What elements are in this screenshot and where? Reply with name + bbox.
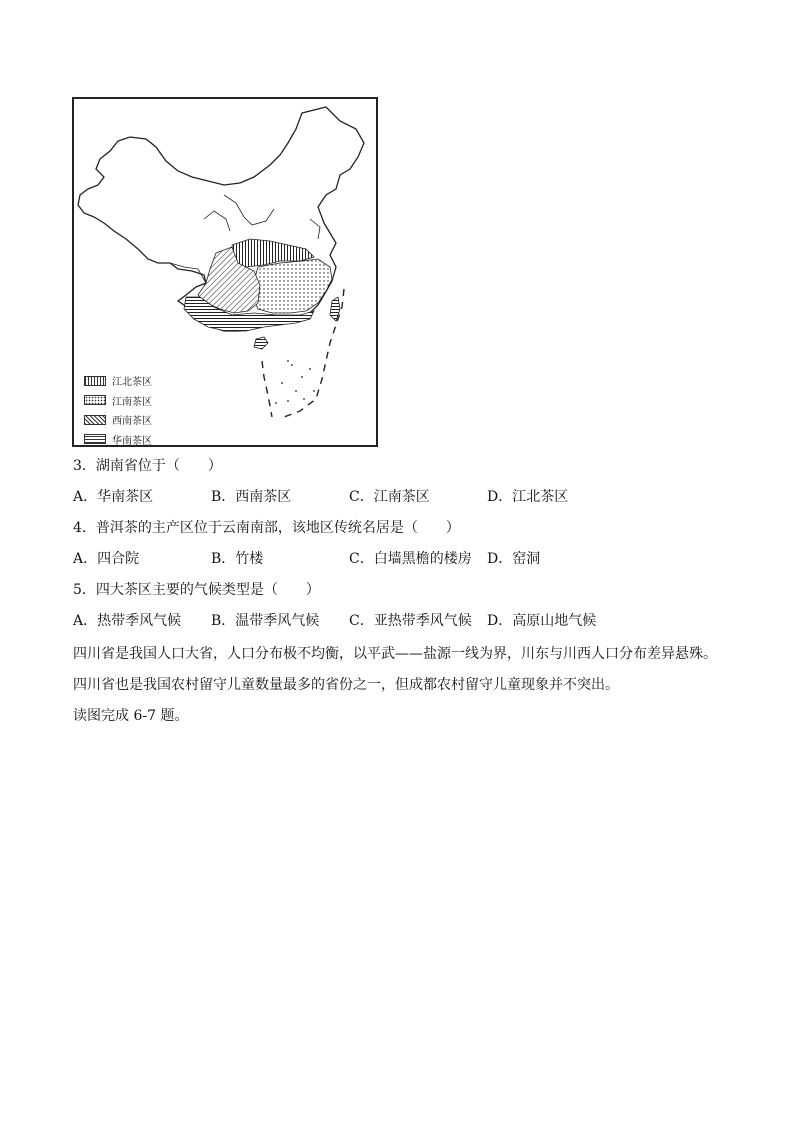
question-4-option-d[interactable]: D．窑洞 [487,551,541,567]
question-3-stem: 3．湖南省位于（ ） [73,458,222,474]
tea-region-map [72,97,378,447]
legend-item-xinan [84,410,152,430]
hainan-island [254,337,268,349]
question-4-option-a[interactable]: A．四合院 [73,551,140,567]
vertical-lines-swatch [84,376,106,386]
legend-label: 西南茶区 [112,416,152,428]
legend-label: 江南茶区 [112,396,152,408]
legend-label: 江北茶区 [112,377,152,389]
passage-line-1: 四川省是我国人口大省，人口分布极不均衡，以平武——盐源一线为界，川东与川西人口分布差异悬殊。 [73,646,717,662]
legend-label: 华南茶区 [112,435,152,447]
legend-item-jiangbei [84,371,152,391]
question-5-option-d[interactable]: D．高原山地气候 [487,613,597,629]
question-3-option-d[interactable]: D．江北茶区 [487,489,569,505]
question-5-option-c[interactable]: C．亚热带季风气候 [349,613,472,629]
question-3-option-c[interactable]: C．江南茶区 [349,489,430,505]
question-3-option-b[interactable]: B．西南茶区 [211,489,292,505]
map-legend [84,371,152,449]
question-4-option-b[interactable]: B．竹楼 [211,551,264,567]
dots-swatch [84,395,106,405]
jiangnan-region [252,259,332,313]
question-5-option-b[interactable]: B．温带季风气候 [211,613,320,629]
south-china-sea-islands [275,360,315,404]
question-3-option-a[interactable]: A．华南茶区 [73,489,154,505]
question-4-option-c[interactable]: C．白墙黑檐的楼房 [349,551,472,567]
diagonal-lines-swatch [84,415,106,425]
legend-item-huanan [84,430,152,450]
horizontal-lines-swatch [84,434,106,444]
passage-line-3: 读图完成 6-7 题。 [73,708,189,724]
passage-line-2: 四川省也是我国农村留守儿童数量最多的省份之一，但成都农村留守儿童现象并不突出。 [73,677,619,693]
question-4-stem: 4．普洱茶的主产区位于云南南部，该地区传统名居是（ ） [73,520,460,536]
question-5-stem: 5．四大茶区主要的气候类型是（ ） [73,582,320,598]
question-5-option-a[interactable]: A．热带季风气候 [73,613,182,629]
legend-item-jiangnan [84,391,152,411]
